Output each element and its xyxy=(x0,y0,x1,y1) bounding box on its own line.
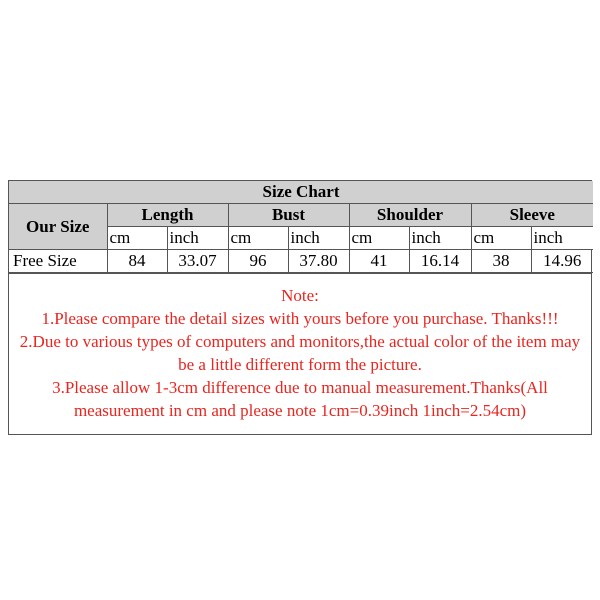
shoulder-header: Shoulder xyxy=(349,204,471,227)
value-cell: 41 xyxy=(349,250,409,273)
unit-cell: cm xyxy=(228,227,288,250)
note-line-2: 2.Due to various types of computers and monitors,the actual color of the item may be a little different form the picture. xyxy=(19,332,581,374)
length-header: Length xyxy=(107,204,228,227)
our-size-header: Our Size xyxy=(9,204,107,250)
unit-cell: inch xyxy=(167,227,228,250)
value-cell: 16.14 xyxy=(409,250,471,273)
size-chart-table xyxy=(9,181,593,273)
value-cell: 96 xyxy=(228,250,288,273)
value-cell: 14.96 xyxy=(531,250,593,273)
group-header-row xyxy=(9,204,593,227)
value-cell: 33.07 xyxy=(167,250,228,273)
unit-cell: cm xyxy=(107,227,167,250)
notes-section xyxy=(9,273,591,434)
unit-cell: cm xyxy=(349,227,409,250)
unit-cell: cm xyxy=(471,227,531,250)
note-line-1: 1.Please compare the detail sizes with yours before you purchase. Thanks!!! xyxy=(41,309,559,328)
unit-cell: inch xyxy=(531,227,593,250)
row-label: Free Size xyxy=(9,250,107,273)
sleeve-header: Sleeve xyxy=(471,204,593,227)
size-chart-title: Size Chart xyxy=(9,181,593,204)
bust-header: Bust xyxy=(228,204,349,227)
note-heading: Note: xyxy=(281,286,319,305)
note-line-3: 3.Please allow 1-3cm difference due to manual measurement.Thanks(All measurement in cm and please note 1cm=0.39inch 1inch=2.54cm) xyxy=(52,378,548,420)
value-cell: 37.80 xyxy=(288,250,349,273)
value-cell: 84 xyxy=(107,250,167,273)
table-row xyxy=(9,250,593,273)
unit-cell: inch xyxy=(409,227,471,250)
unit-cell: inch xyxy=(288,227,349,250)
size-chart-frame xyxy=(8,180,592,435)
title-row xyxy=(9,181,593,204)
value-cell: 38 xyxy=(471,250,531,273)
